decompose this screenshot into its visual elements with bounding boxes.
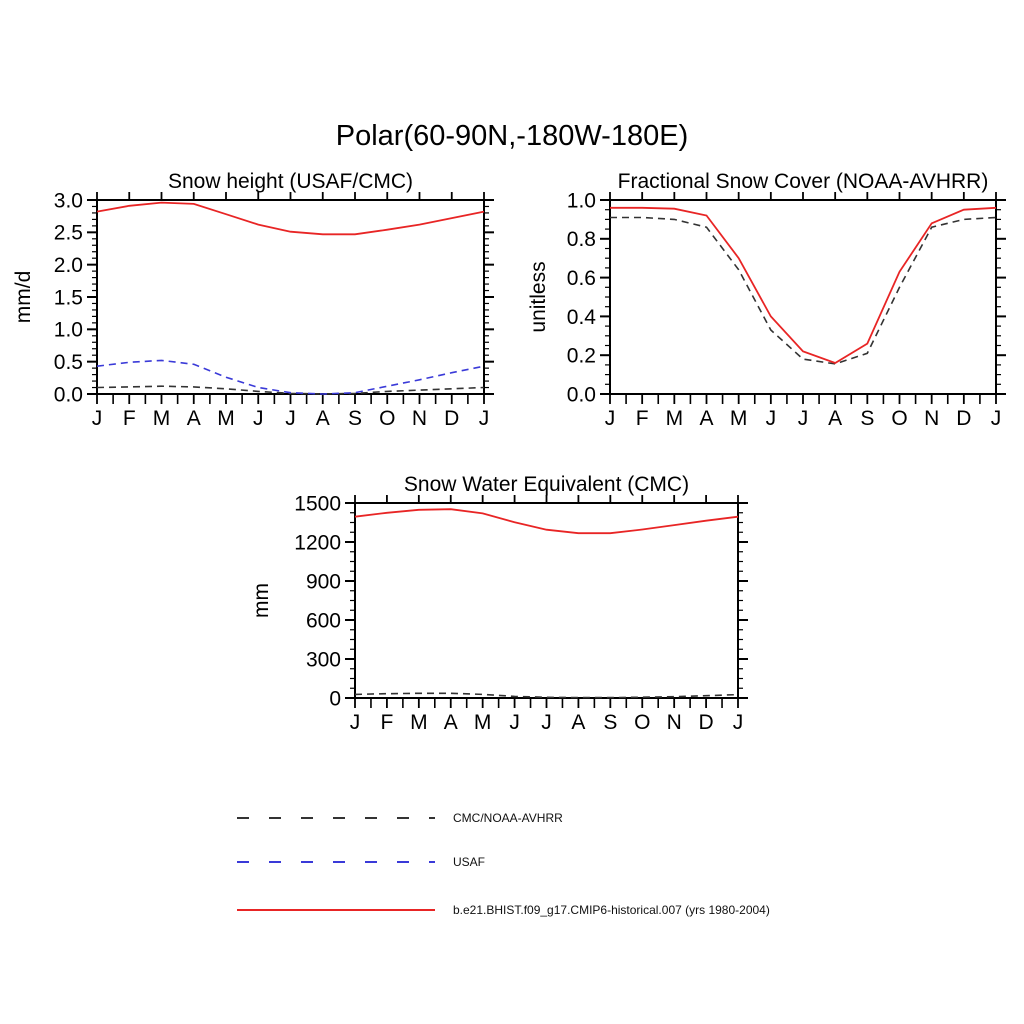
axis-frame xyxy=(97,200,484,394)
series-line xyxy=(97,360,484,394)
x-tick-label: J xyxy=(765,407,777,430)
series-line xyxy=(355,509,738,533)
series-line xyxy=(610,218,996,364)
chart-snow-water-equivalent xyxy=(0,458,1024,758)
x-tick-label: F xyxy=(380,711,394,734)
x-tick-label: D xyxy=(698,711,714,734)
x-tick-label: J xyxy=(797,407,809,430)
y-tick-label: 0.6 xyxy=(566,266,596,290)
y-axis-label: mm xyxy=(250,583,273,618)
x-tick-label: J xyxy=(478,407,490,430)
legend-item-label: USAF xyxy=(453,855,486,869)
x-tick-label: A xyxy=(699,407,714,430)
x-tick-label: D xyxy=(956,407,972,430)
y-tick-label: 1500 xyxy=(294,492,341,516)
legend-item-label: b.e21.BHIST.f09_g17.CMIP6-historical.007 (yrs 1980-2004) xyxy=(453,903,770,917)
chart-title: Snow Water Equivalent (CMC) xyxy=(403,473,690,496)
y-tick-label: 0 xyxy=(329,687,341,711)
x-tick-label: J xyxy=(990,407,1002,430)
y-tick-label: 300 xyxy=(305,648,341,672)
y-tick-label: 0.0 xyxy=(566,383,596,407)
x-tick-label: M xyxy=(729,407,748,430)
x-tick-label: D xyxy=(444,407,460,430)
x-tick-label: J xyxy=(349,711,361,734)
x-tick-label: J xyxy=(541,711,552,734)
x-tick-label: J xyxy=(285,407,296,430)
y-tick-label: 0.8 xyxy=(566,228,596,252)
y-tick-label: 1.0 xyxy=(53,318,83,342)
x-tick-label: F xyxy=(635,407,649,430)
x-tick-label: S xyxy=(603,711,618,734)
x-tick-label: N xyxy=(666,711,682,734)
legend-item-label: CMC/NOAA-AVHRR xyxy=(453,811,563,825)
axis-frame xyxy=(355,503,738,698)
x-tick-label: M xyxy=(473,711,492,734)
y-tick-label: 2.5 xyxy=(53,221,83,245)
y-tick-label: 1.0 xyxy=(566,189,596,213)
x-tick-label: N xyxy=(411,407,428,430)
y-axis-label: unitless xyxy=(527,261,550,333)
chart-plot xyxy=(512,155,1024,455)
y-tick-label: 0.4 xyxy=(566,305,596,329)
y-tick-label: 0.2 xyxy=(566,344,596,368)
x-tick-label: J xyxy=(732,711,744,734)
series-line xyxy=(355,693,738,697)
legend-item xyxy=(0,904,1024,916)
y-tick-label: 2.0 xyxy=(53,254,83,278)
x-tick-label: A xyxy=(828,407,843,430)
x-tick-label: M xyxy=(152,407,171,430)
x-tick-label: M xyxy=(217,407,235,430)
y-tick-label: 0.5 xyxy=(53,351,83,375)
y-tick-label: 0.0 xyxy=(53,383,83,407)
x-tick-label: A xyxy=(571,711,586,734)
x-tick-label: N xyxy=(924,407,940,430)
x-tick-label: M xyxy=(665,407,684,430)
y-tick-label: 1.5 xyxy=(53,286,83,310)
series-line xyxy=(610,208,996,363)
x-tick-label: A xyxy=(186,407,201,430)
chart-plot xyxy=(0,458,1024,758)
legend-line-sample xyxy=(237,861,435,863)
x-tick-label: J xyxy=(604,407,616,430)
chart-snow-height xyxy=(0,155,512,455)
x-tick-label: A xyxy=(315,407,330,430)
legend-item xyxy=(0,812,1024,824)
chart-fractional-snow-cover xyxy=(512,155,1024,455)
x-tick-label: J xyxy=(509,711,520,734)
x-tick-label: O xyxy=(891,407,908,430)
x-tick-label: A xyxy=(443,711,458,734)
x-tick-label: O xyxy=(379,407,396,430)
legend-item xyxy=(0,856,1024,868)
page-title: Polar(60-90N,-180W-180E) xyxy=(335,120,689,152)
x-tick-label: S xyxy=(347,407,363,430)
legend-line-sample xyxy=(237,817,435,819)
x-tick-label: O xyxy=(634,711,651,734)
x-tick-label: F xyxy=(122,407,136,430)
axis-frame xyxy=(610,200,996,394)
chart-title: Fractional Snow Cover (NOAA-AVHRR) xyxy=(617,170,989,193)
chart-title: Snow height (USAF/CMC) xyxy=(167,170,414,193)
legend-line-sample xyxy=(237,909,435,911)
y-tick-label: 1200 xyxy=(294,531,341,555)
y-axis-label: mm/d xyxy=(12,270,35,324)
x-tick-label: J xyxy=(91,407,103,430)
y-tick-label: 900 xyxy=(305,570,341,594)
x-tick-label: J xyxy=(253,407,264,430)
series-line xyxy=(97,203,484,235)
y-tick-label: 3.0 xyxy=(53,189,83,213)
y-tick-label: 600 xyxy=(305,609,341,633)
x-tick-label: S xyxy=(860,407,875,430)
x-tick-label: M xyxy=(410,711,428,734)
chart-plot xyxy=(0,155,512,455)
